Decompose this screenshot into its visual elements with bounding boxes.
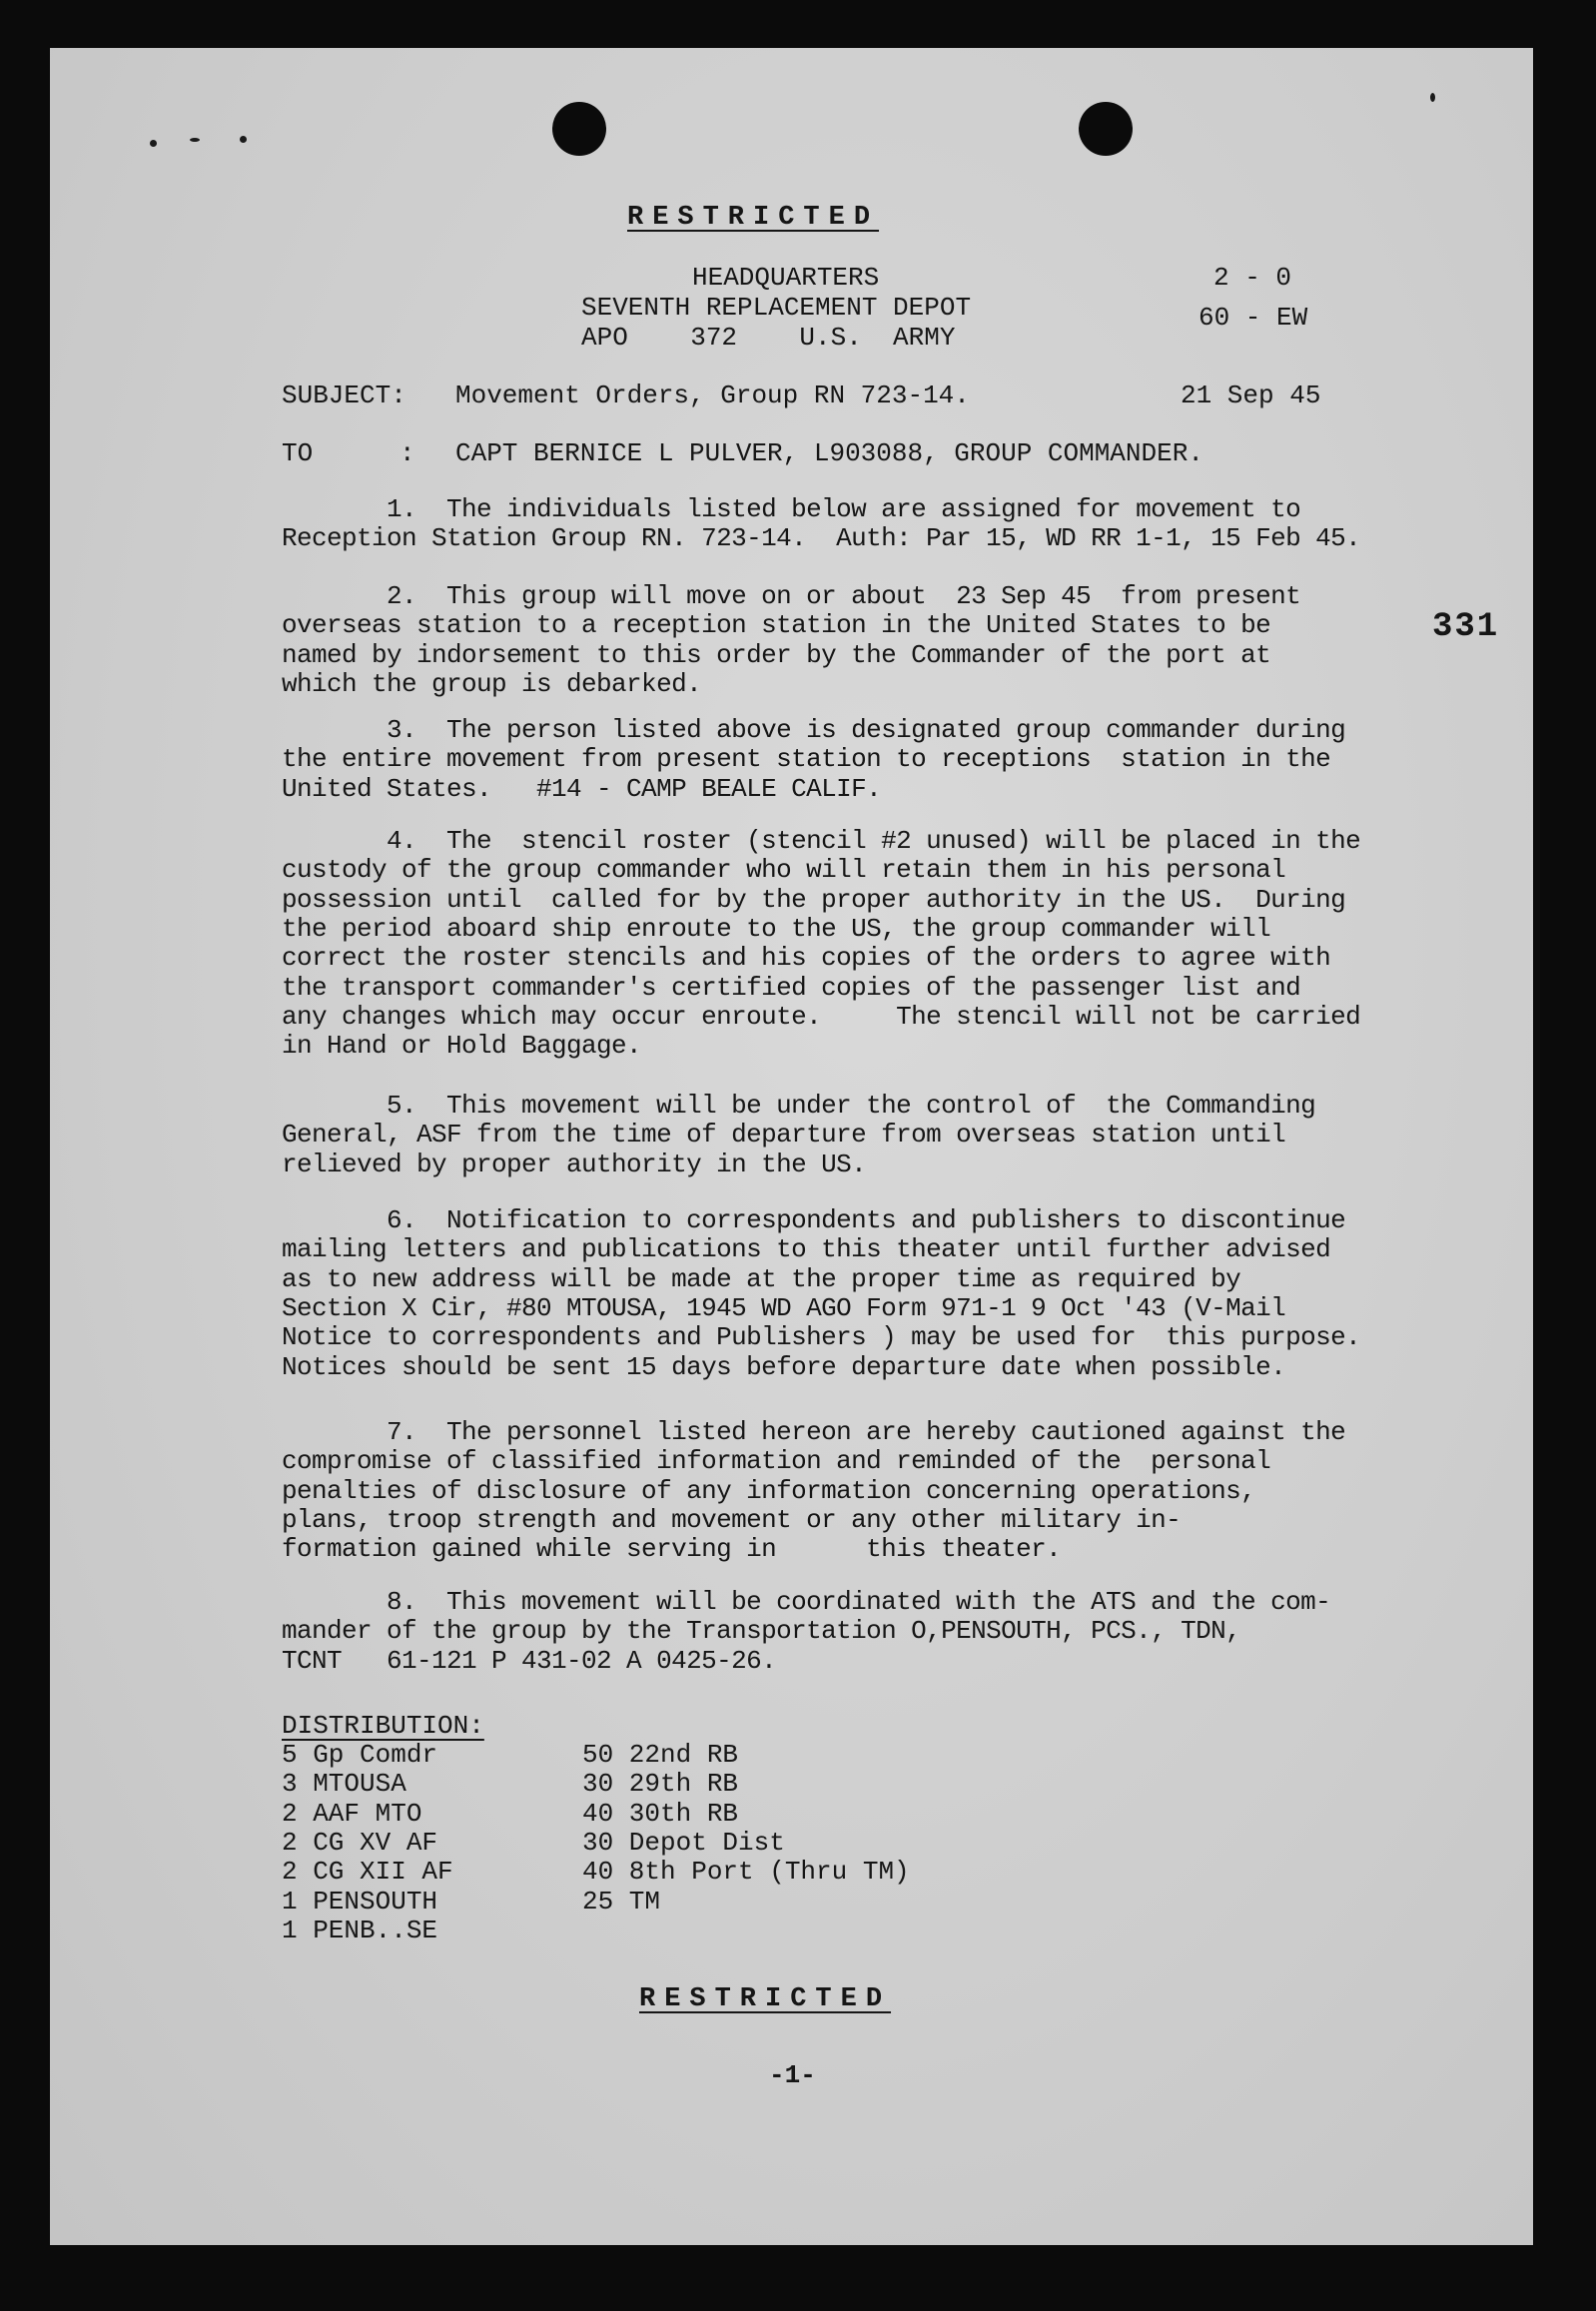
to-colon: : [399,438,415,468]
speck-mark [150,140,157,147]
paragraph-5-line: relieved by proper authority in the US. [282,1149,867,1179]
paragraph-1-line: Reception Station Group RN. 723-14. Auth: Par 15, WD RR 1-1, 15 Feb 45. [282,523,1361,554]
paragraph-3-line: the entire movement from present station to receptions station in the [282,744,1331,775]
org-line-2: SEVENTH REPLACEMENT DEPOT [581,293,972,323]
paragraph-3-line: 3. The person listed above is designated group commander during [282,715,1346,745]
file-code-1: 2 - 0 [1213,263,1292,293]
paragraph-8-line: TCNT 61-121 P 431-02 A 0425-26. [282,1645,777,1676]
paragraph-6-line: as to new address will be made at the proper time as required by [282,1263,1241,1294]
paragraph-5-line: 5. This movement will be under the control of the Commanding [282,1091,1316,1121]
document-date: 21 Sep 45 [1181,381,1321,410]
to-label: TO [282,438,314,468]
distribution-item: 3 MTOUSA [282,1769,406,1800]
page-number: -1- [769,2060,816,2090]
document-page [50,48,1533,2245]
punch-hole [552,102,606,156]
paragraph-6-line: Notice to correspondents and Publishers ) may be used for this purpose. [282,1322,1361,1353]
classification-bottom: RESTRICTED [639,1984,892,2014]
distribution-item: 2 CG XV AF [282,1827,438,1858]
paragraph-3-line: United States. #14 - CAMP BEALE CALIF. [282,773,882,804]
distribution-item: 5 Gp Comdr [282,1740,438,1770]
distribution-item: 2 CG XII AF [282,1857,453,1888]
paragraph-7-line: formation gained while serving in this theater. [282,1534,1062,1565]
distribution-item: 30 Depot Dist [582,1827,785,1858]
speck-mark [240,136,247,143]
paragraph-7-line: compromise of classified information and reminded of the personal [282,1446,1271,1477]
paragraph-1-line: 1. The individuals listed below are assigned for movement to [282,494,1301,524]
paragraph-4-line: any changes which may occur enroute. The stencil will not be carried [282,1001,1361,1032]
paragraph-7-line: plans, troop strength and movement or any other military in- [282,1504,1182,1535]
speck-mark [190,138,200,142]
distribution-item: 1 PENB..SE [282,1915,438,1945]
distribution-item: 25 TM [582,1886,661,1917]
distribution-item: 1 PENSOUTH [282,1886,438,1917]
distribution-item: 30 29th RB [582,1769,739,1800]
paragraph-2-line: which the group is debarked. [282,668,702,699]
paragraph-5-line: General, ASF from the time of departure from overseas station until [282,1120,1286,1151]
paragraph-2-line: named by indorsement to this order by the Commander of the port at [282,639,1271,670]
paragraph-4-line: 4. The stencil roster (stencil #2 unused) will be placed in the [282,826,1361,856]
file-code-2: 60 - EW [1198,303,1308,333]
speck-mark [1430,93,1435,102]
org-line-1: HEADQUARTERS [692,263,880,293]
distribution-title: DISTRIBUTION: [282,1711,484,1741]
paragraph-7-line: penalties of disclosure of any information concerning operations, [282,1475,1256,1506]
paragraph-4-line: possession until called for by the proper authority in the US. During [282,884,1346,915]
paragraph-2-line: overseas station to a reception station in the United States to be [282,610,1271,641]
margin-number: 331 [1432,608,1500,646]
paragraph-7-line: 7. The personnel listed hereon are hereby cautioned against the [282,1417,1346,1447]
paragraph-8-line: mander of the group by the Transportation O,PENSOUTH, PCS., TDN, [282,1616,1241,1647]
paragraph-6-line: mailing letters and publications to this theater until further advised [282,1234,1331,1265]
distribution-item: 40 8th Port (Thru TM) [582,1857,910,1888]
addressee: CAPT BERNICE L PULVER, L903088, GROUP COMMANDER. [455,438,1203,468]
paragraph-6-line: Section X Cir, #80 MTOUSA, 1945 WD AGO Form 971-1 9 Oct '43 (V-Mail [282,1292,1286,1323]
paragraph-4-line: correct the roster stencils and his copies of the orders to agree with [282,943,1331,974]
subject-label: SUBJECT: [282,381,406,410]
classification-top: RESTRICTED [627,203,880,233]
paragraph-4-line: in Hand or Hold Baggage. [282,1031,642,1062]
paragraph-8-line: 8. This movement will be coordinated with the ATS and the com- [282,1587,1331,1617]
punch-hole [1079,102,1133,156]
apo-line: APO 372 U.S. ARMY [581,323,956,353]
paragraph-6-line: Notices should be sent 15 days before departure date when possible. [282,1351,1286,1382]
paragraph-4-line: the transport commander's certified copies of the passenger list and [282,972,1301,1003]
paragraph-4-line: the period aboard ship enroute to the US, the group commander will [282,913,1271,944]
paragraph-4-line: custody of the group commander who will retain them in his personal [282,855,1286,886]
distribution-item: 50 22nd RB [582,1740,739,1770]
distribution-item: 2 AAF MTO [282,1798,422,1829]
subject-text: Movement Orders, Group RN 723-14. [455,381,970,410]
distribution-item: 40 30th RB [582,1798,739,1829]
paragraph-2-line: 2. This group will move on or about 23 Sep 45 from present [282,581,1301,611]
paragraph-6-line: 6. Notification to correspondents and publishers to discontinue [282,1205,1346,1235]
